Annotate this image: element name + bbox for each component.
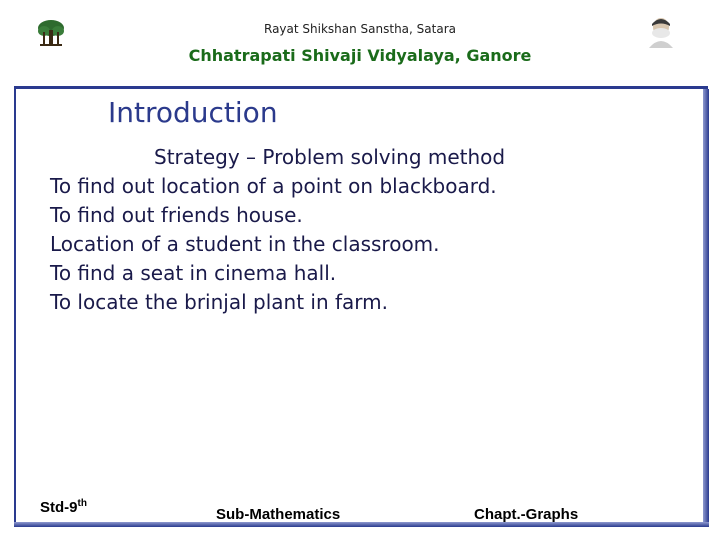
frame-right-edge xyxy=(703,89,709,527)
content-line: Location of a student in the classroom. xyxy=(50,232,440,256)
slide-content xyxy=(50,143,505,317)
frame-bottom-edge xyxy=(14,522,709,527)
footer-std xyxy=(40,498,87,516)
slide-title: Introduction xyxy=(108,96,278,129)
content-line: To find out location of a point on blackboard. xyxy=(50,174,497,198)
content-line: To locate the brinjal plant in farm. xyxy=(50,290,388,314)
footer-chapter: Chapt.-Graphs xyxy=(474,506,579,523)
content-line: Strategy – Problem solving method xyxy=(154,145,506,169)
content-line: To find out friends house. xyxy=(50,203,303,227)
footer-std-sup: th xyxy=(77,498,87,509)
organization-name: Rayat Shikshan Sanstha, Satara xyxy=(264,22,456,36)
school-name: Chhatrapati Shivaji Vidyalaya, Ganore xyxy=(188,46,532,65)
content-line: To find a seat in cinema hall. xyxy=(50,261,337,285)
footer-subject: Sub-Mathematics xyxy=(216,506,341,523)
footer-std-label: Std-9 xyxy=(40,499,78,516)
